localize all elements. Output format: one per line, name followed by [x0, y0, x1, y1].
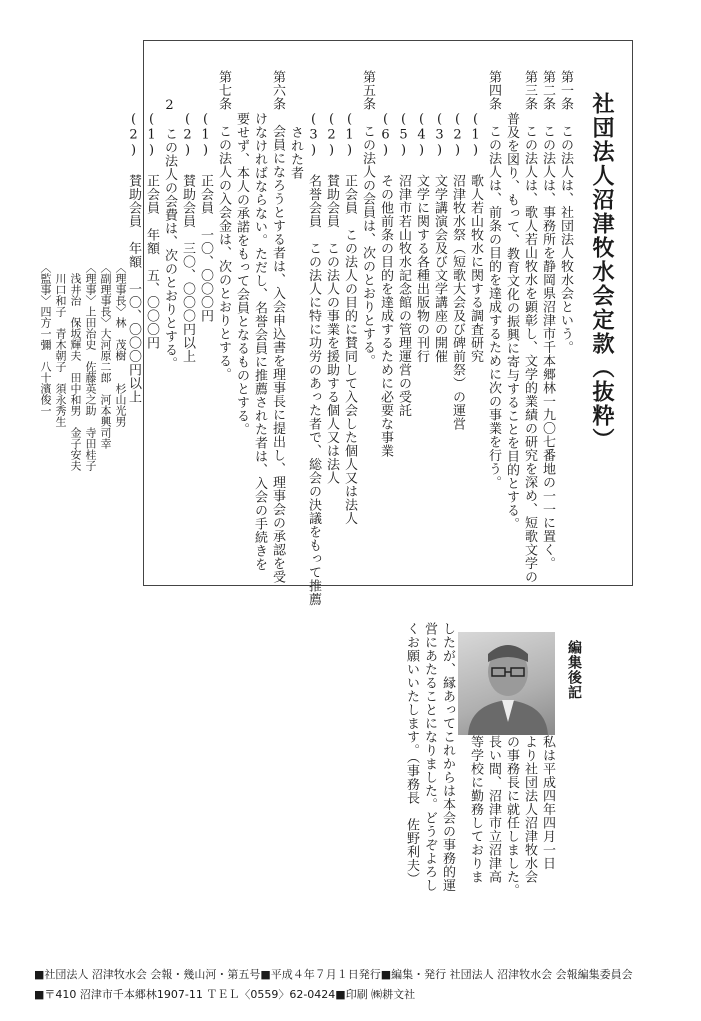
article-column: (5) 沼津市若山牧水記念館の管理運営の受託 [396, 112, 411, 417]
article-column: (1) 正会員 この法人の目的に賛同して入会した個人又は法人 [342, 112, 357, 525]
afterword-line: 長い間、沼津市立沼津高 [486, 735, 501, 884]
staff-line: 〈理事長〉林 茂樹 杉山光男 [114, 262, 127, 427]
article-column: (2) 賛助会員 この法人の事業を援助する個人又は法人 [324, 112, 339, 485]
article-column: 普及を図り、もって、教育文化の振興に寄与することを目的とする。 [504, 112, 519, 531]
afterword-line: くお願いいたします。（事務長 佐野利夫） [404, 622, 419, 886]
staff-line: 〈副理事長〉大河原二郎 河本興司幸 [99, 262, 112, 449]
article-column: 要せず、本人の承諾をもって会員となるものとする。 [234, 112, 249, 436]
article-column: 第六条会員になろうとする者は、入会申込書を理事長に提出し、理事会の承認を受 [270, 70, 285, 584]
page-title: 社団法人沼津牧水会定款（抜粋） [589, 92, 615, 452]
portrait-icon [458, 632, 555, 735]
afterword-line: したが、縁あってこれからは本会の事務的運 [440, 622, 455, 892]
staff-line: 〈理事〉上田治史 佐藤英之助 寺田桂子 [84, 262, 97, 471]
article-column: 第四条この法人は、前条の目的を達成するために次の事業を行う。 [486, 70, 501, 489]
article-column: 第一条この法人は、社団法人牧水会という。 [558, 70, 573, 354]
article-column: けなければならない。ただし、名誉会員に推薦された者は、入会の手続きを [252, 112, 267, 571]
afterword-line: 等学校に勤務しておりま [468, 735, 483, 884]
afterword-line: より社団法人沼津牧水会 [522, 735, 537, 884]
afterword-line: 営にあたることになりました。どうぞよろし [422, 622, 437, 892]
article-column: (2) 賛助会員 三〇、〇〇〇円以上 [180, 112, 195, 363]
article-column: (2) 賛助会員 年額 一〇、〇〇〇円以上 [126, 112, 141, 404]
afterword-line: 私は平成四年四月一日 [540, 735, 555, 870]
article-column: 2 この法人の会費は、次のとおりとする。 [162, 98, 177, 370]
article-column: (3) 名誉会員 この法人に特に功労のあった者で、総会の決議をもって推薦 [306, 112, 321, 606]
article-column: (1) 正会員 一〇、〇〇〇円 [198, 112, 213, 323]
staff-line: 〈監事〉四方一彌 八十濱俊一 [39, 262, 52, 416]
article-column: 第五条この法人の会員は、次のとおりとする。 [360, 70, 375, 368]
article-column: された者 [288, 112, 303, 180]
staff-line: 川口和子 青木朝子 須永秀生 [54, 262, 67, 427]
article-column: (3) 文学講演会及び文学講座の開催 [432, 112, 447, 363]
article-column: (1) 歌人若山牧水に関する調査研究 [468, 112, 483, 363]
staff-line: 浅井治 保坂輝夫 田中和男 金子安夫 [69, 262, 82, 471]
article-column: 第二条この法人は、事務所を静岡県沼津市千本郷林一九〇七番地の一一に置く。 [540, 70, 555, 570]
article-column: 第三条この法人は、歌人若山牧水を顕彰し、文学的業績の研究を深め、短歌文学の [522, 70, 537, 584]
footer-publication-info: ■社団法人 沼津牧水会 会報・幾山河・第五号■平成４年７月１日発行■編集・発行 社団法人 沼津牧水会 会報編集委員会 [34, 968, 633, 981]
article-column: (2) 沼津牧水祭（短歌大会及び碑前祭）の運営 [450, 112, 465, 431]
editor-portrait [458, 632, 555, 735]
afterword-title: 編集後記 [566, 640, 582, 700]
footer-address-info: ■〒410 沼津市千本郷林1907-11 ＴＥＬ〈0559〉62-0424■印刷 ㈱耕文社 [34, 988, 416, 1001]
article-column: (4) 文学に関する各種出版物の刊行 [414, 112, 429, 363]
article-column: (6) その他前条の目的を達成するために必要な事業 [378, 112, 393, 458]
afterword-line: の事務長に就任しました。 [504, 735, 519, 897]
article-column: (1) 正会員 年額 五、〇〇〇円 [144, 112, 159, 350]
article-column: 第七条この法人の入会金は、次のとおりとする。 [216, 70, 231, 381]
